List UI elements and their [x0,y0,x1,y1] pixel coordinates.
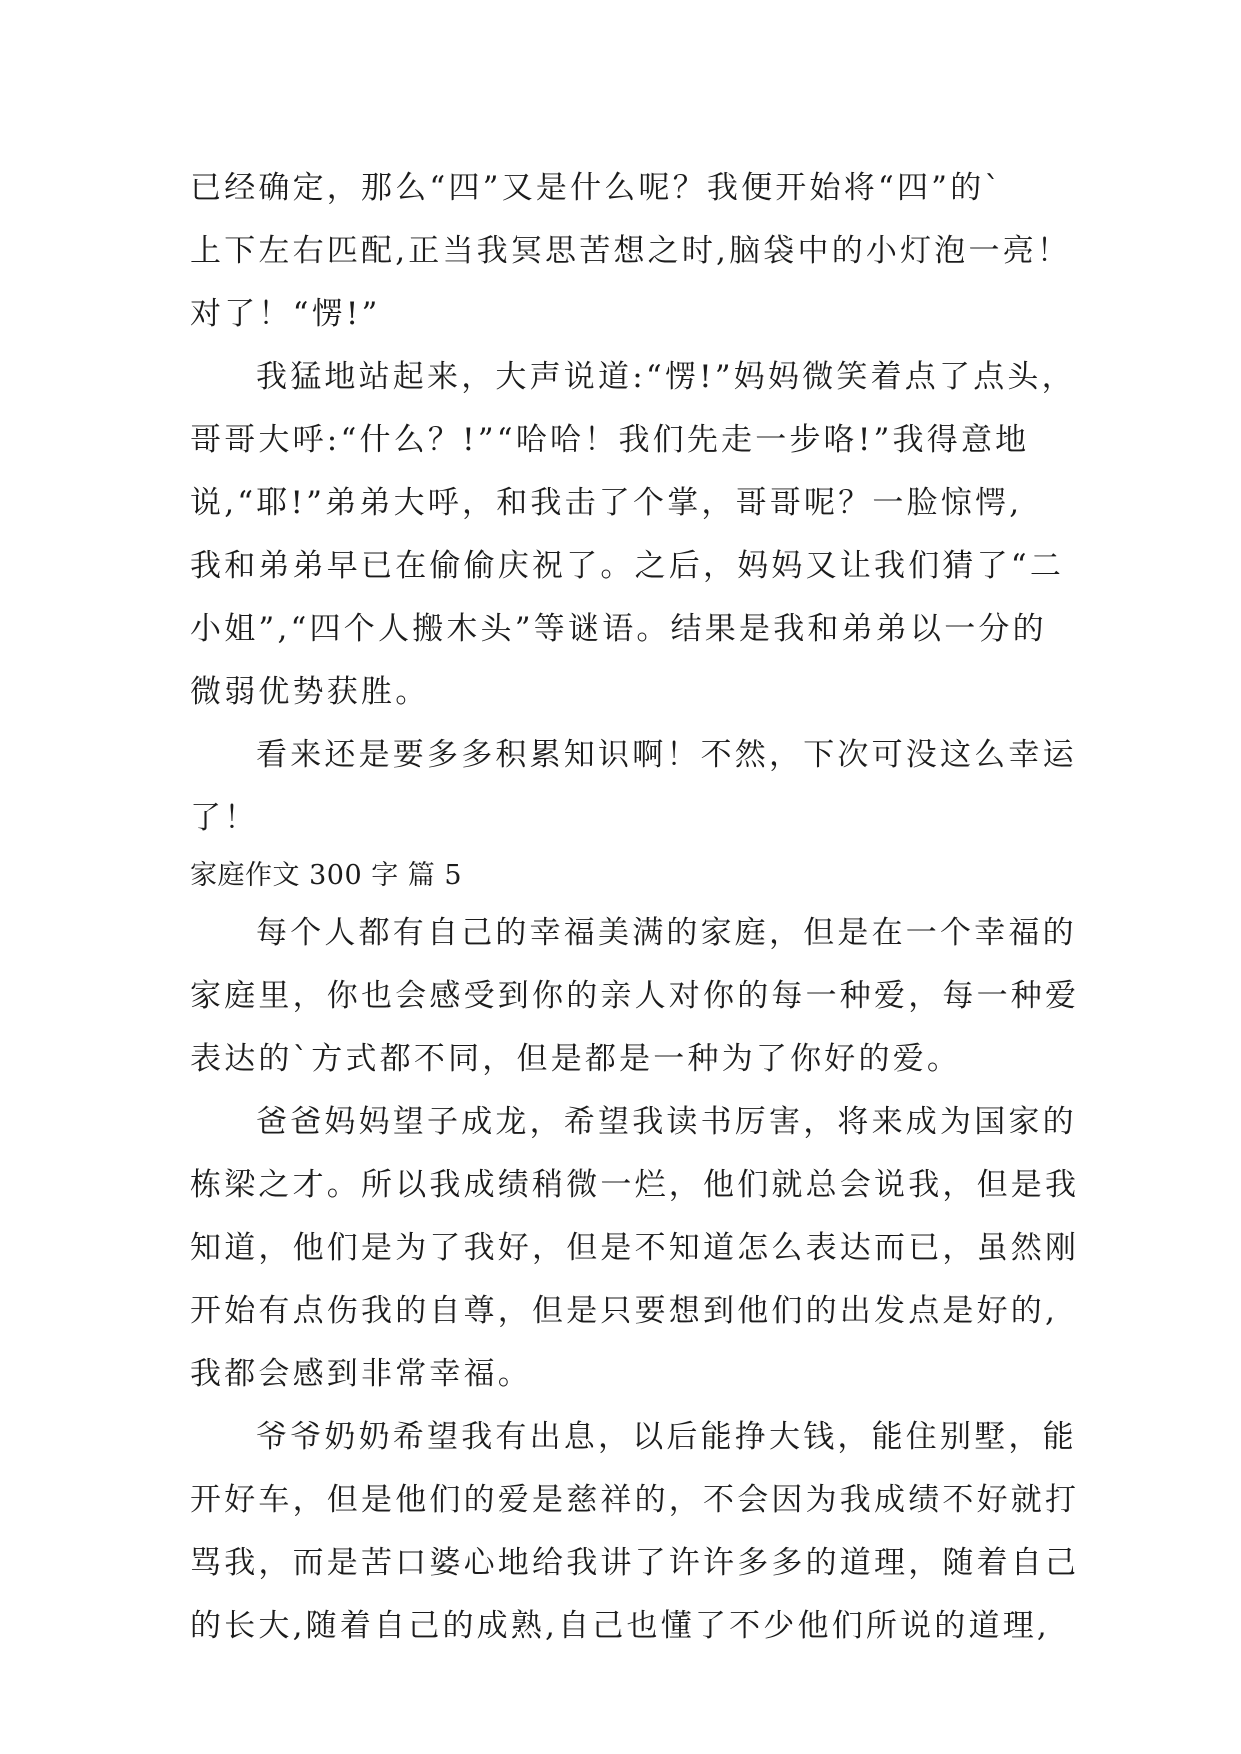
text-line: 我和弟弟早已在偷偷庆祝了。之后，妈妈又让我们猜了“二 [190,548,1065,584]
text-line: 每个人都有自己的幸福美满的家庭，但是在一个幸福的 [256,915,1077,951]
text-line: 微弱优势获胜。 [190,674,430,710]
text-line: 栋梁之才。所以我成绩稍微一烂，他们就总会说我，但是我 [190,1167,1080,1203]
paragraph [190,724,1077,850]
text-line: 开好车，但是他们的爱是慈祥的，不会因为我成绩不好就打 [190,1482,1080,1518]
text-line: 知道，他们是为了我好，但是不知道怎么表达而已，虽然刚 [190,1230,1080,1266]
text-line: 爷爷奶奶希望我有出息，以后能挣大钱，能住别墅，能 [256,1419,1077,1455]
text-line: 上下左右匹配,正当我冥思苦想之时,脑袋中的小灯泡一亮！ [190,233,1072,269]
text-line: 表达的`方式都不同，但是都是一种为了你好的爱。 [190,1041,962,1077]
text-line: 对了！“愣!” [190,296,381,332]
text-line: 已经确定，那么“四”又是什么呢？我便开始将“四”的` [190,170,1004,206]
text-line: 的长大,随着自己的成熟,自己也懂了不少他们所说的道理, [190,1608,1050,1644]
text-line: 开始有点伤我的自尊，但是只要想到他们的出发点是好的, [190,1293,1059,1329]
text-line: 看来还是要多多积累知识啊！不然，下次可没这么幸运 [256,737,1077,773]
document-body [190,157,1080,1658]
paragraph [190,346,1076,724]
paragraph [190,157,1072,346]
text-line: 说,“耶!”弟弟大呼，和我击了个掌，哥哥呢？一脸惊愕, [190,485,1023,521]
text-line: 我都会感到非常幸福。 [190,1356,532,1392]
text-line: 骂我，而是苦口婆心地给我讲了许许多多的道理，随着自己 [190,1545,1080,1581]
paragraph [190,1091,1080,1406]
text-line: 了！ [190,800,259,836]
text-line: 小姐”,“四个人搬木头”等谜语。结果是我和弟弟以一分的 [190,611,1047,647]
paragraph [190,1406,1080,1658]
paragraph [190,902,1080,1091]
text-line: 爸爸妈妈望子成龙，希望我读书厉害，将来成为国家的 [256,1104,1077,1140]
section-heading: 家庭作文 300 字 篇 5 [190,860,463,891]
text-line: 家庭里，你也会感受到你的亲人对你的每一种爱，每一种爱 [190,978,1080,1014]
text-line: 我猛地站起来，大声说道:“愣!”妈妈微笑着点了点头， [256,359,1076,395]
text-line: 哥哥大呼:“什么？!”“哈哈！我们先走一步咯!”我得意地 [190,422,1030,458]
